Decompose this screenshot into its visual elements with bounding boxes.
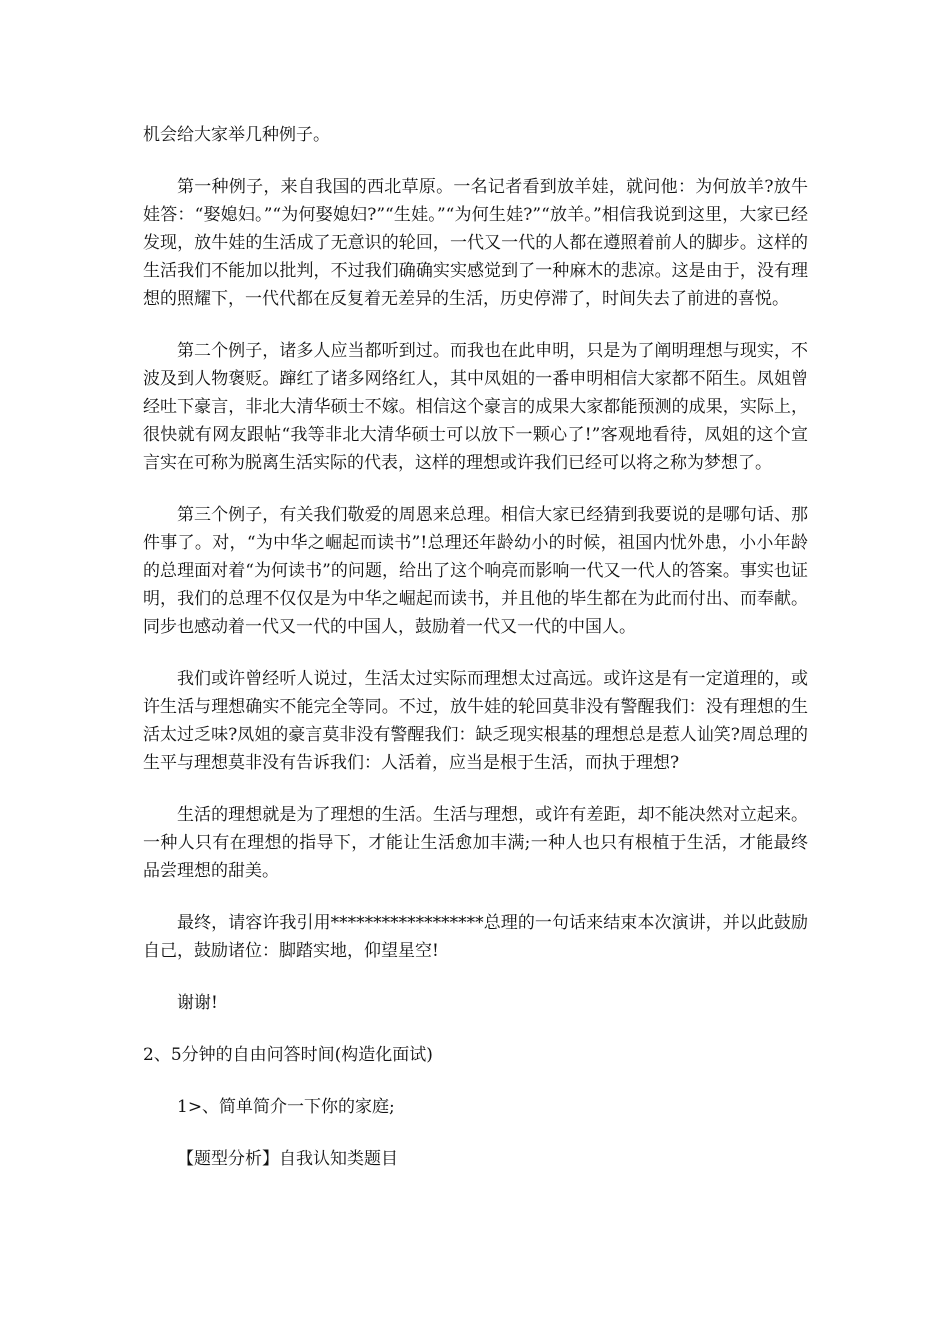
paragraph-thanks: 谢谢! [177,993,218,1013]
question-family-intro: 1>、简单简介一下你的家庭; [177,1097,395,1117]
paragraph-intro-continuation: 机会给大家举几种例子。 [143,125,330,145]
document-body [143,121,808,1197]
paragraph-closing-quote: 最终，请容许我引用******************总理的一句话来结束本次演讲，并以此鼓励自己，鼓励诸位：脚踏实地，仰望星空! [143,913,808,961]
section-heading-qa: 2、5分钟的自由问答时间(构造化面试) [143,1045,433,1065]
paragraph-example-three: 第三个例子，有关我们敬爱的周恩来总理。相信大家已经猜到我要说的是哪句话、那件事了。对，“为中华之崛起而读书”!总理还年龄幼小的时候，祖国内忧外患，小小年龄的总理面对着“为何读书”的问题，给出了这个响亮而影响一代又一代人的答案。事实也证明，我们的总理不仅仅是为中华之崛起而读书，并且他的毕生都在为此而付出、而奉献。同步也感动着一代又一代的中国人，鼓励着一代又一代的中国人。 [143,505,808,637]
paragraph-example-one: 第一种例子，来自我国的西北草原。一名记者看到放羊娃，就问他：为何放羊?放牛娃答：“娶媳妇。”“为何娶媳妇?”“生娃。”“为何生娃?”“放羊。”相信我说到这里，大家已经发现，放牛娃的生活成了无意识的轮回，一代又一代的人都在遵照着前人的脚步。这样的生活我们不能加以批判，不过我们确确实实感觉到了一种麻木的悲凉。这是由于，没有理想的照耀下，一代代都在反复着无差异的生活，历史停滞了，时间失去了前进的喜悦。 [143,177,808,309]
paragraph-example-two: 第二个例子，诸多人应当都听到过。而我也在此申明，只是为了阐明理想与现实，不波及到人物褒贬。蹿红了诸多网络红人，其中凤姐的一番申明相信大家都不陌生。凤姐曾经吐下豪言，非北大清华硕士不嫁。相信这个豪言的成果大家都能预测的成果，实际上，很快就有网友跟帖“我等非北大清华硕士可以放下一颗心了!”客观地看待，凤姐的这个宣言实在可称为脱离生活实际的代表，这样的理想或许我们已经可以将之称为梦想了。 [143,341,808,473]
paragraph-life-and-ideals: 生活的理想就是为了理想的生活。生活与理想，或许有差距，却不能决然对立起来。一种人只有在理想的指导下，才能让生活愈加丰满;一种人也只有根植于生活，才能最终品尝理想的甜美。 [143,805,808,881]
paragraph-reflection: 我们或许曾经听人说过，生活太过实际而理想太过高远。或许这是有一定道理的，或许生活与理想确实不能完全等同。不过，放牛娃的轮回莫非没有警醒我们：没有理想的生活太过乏味?凤姐的豪言莫非没有警醒我们：缺乏现实根基的理想总是惹人讪笑?周总理的生平与理想莫非没有告诉我们：人活着，应当是根于生活，而执于理想? [143,669,808,773]
question-type-analysis: 【题型分析】自我认知类题目 [177,1149,398,1169]
